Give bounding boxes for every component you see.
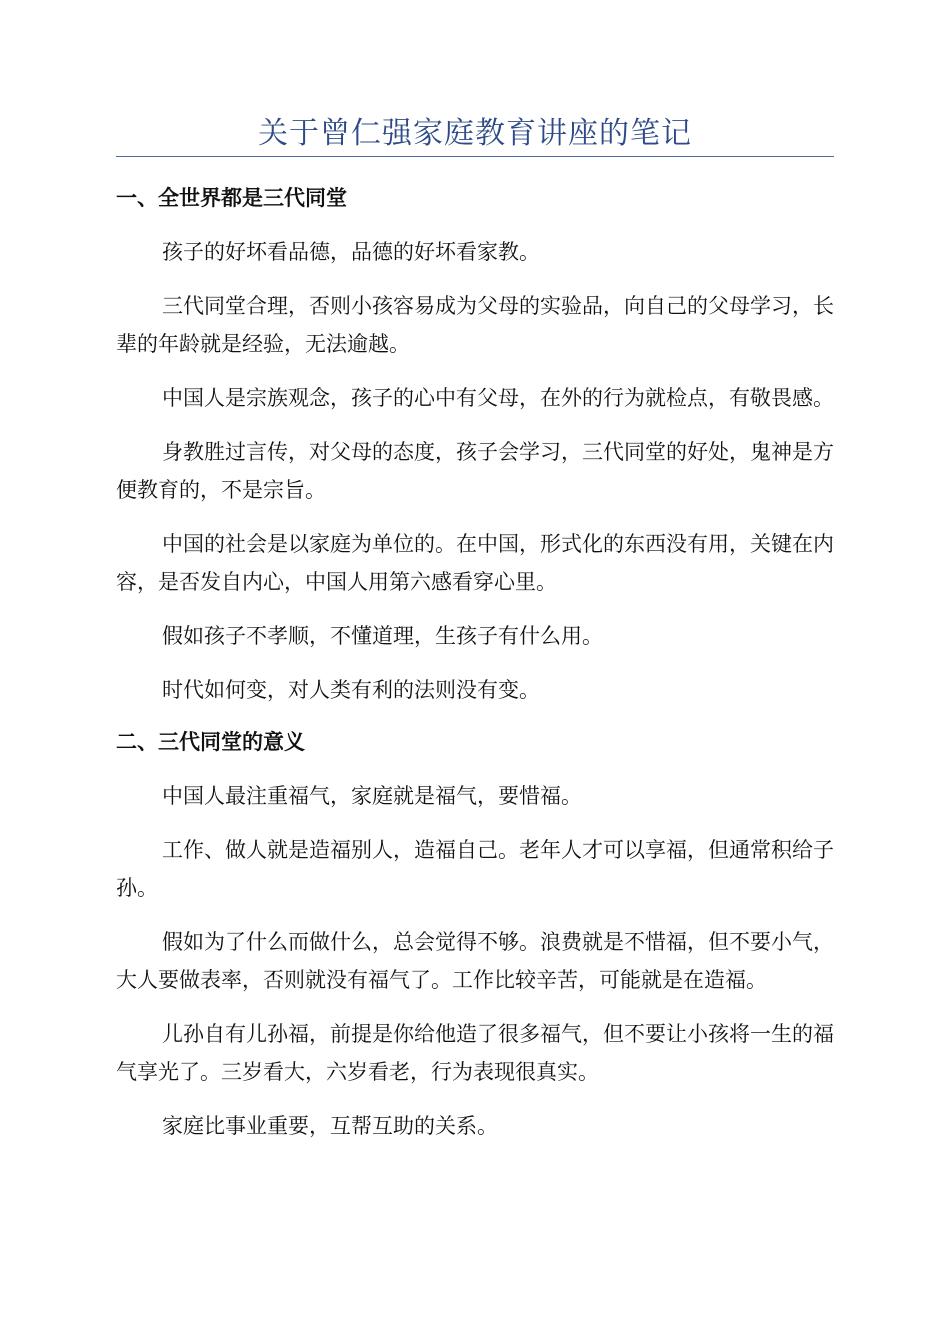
paragraph: 身教胜过言传，对父母的态度，孩子会学习，三代同堂的好处，鬼神是方便教育的，不是宗旨。 [116, 440, 834, 502]
paragraph: 中国的社会是以家庭为单位的。在中国，形式化的东西没有用，关键在内容，是否发自内心，中国人用第六感看穿心里。 [116, 532, 834, 594]
paragraph: 工作、做人就是造福别人，造福自己。老年人才可以享福，但通常积给子孙。 [116, 838, 834, 900]
paragraph: 假如孩子不孝顺，不懂道理，生孩子有什么用。 [162, 624, 603, 648]
paragraph: 中国人最注重福气，家庭就是福气，要惜福。 [162, 784, 582, 808]
paragraph: 中国人是宗族观念，孩子的心中有父母，在外的行为就检点，有敬畏感。 [162, 386, 834, 410]
section-heading-2: 二、三代同堂的意义 [116, 730, 305, 754]
paragraph: 儿孙自有儿孙福，前提是你给他造了很多福气，但不要让小孩将一生的福气享光了。三岁看大，六岁看老，行为表现很真实。 [116, 1022, 834, 1084]
paragraph: 家庭比事业重要，互帮互助的关系。 [162, 1114, 498, 1138]
paragraph: 时代如何变，对人类有利的法则没有变。 [162, 678, 540, 702]
paragraph: 三代同堂合理，否则小孩容易成为父母的实验品，向自己的父母学习，长辈的年龄就是经验，无法逾越。 [116, 294, 834, 356]
title-underline [116, 156, 834, 157]
document-title: 关于曾仁强家庭教育讲座的笔记 [258, 116, 692, 151]
paragraph: 假如为了什么而做什么，总会觉得不够。浪费就是不惜福，但不要小气，大人要做表率，否则就没有福气了。工作比较辛苦，可能就是在造福。 [116, 930, 834, 992]
document-page [116, 0, 834, 1145]
paragraph: 孩子的好坏看品德，品德的好坏看家教。 [162, 240, 540, 264]
section-heading-1: 一、全世界都是三代同堂 [116, 186, 347, 210]
section-body-2 [116, 777, 834, 1145]
section-body-1 [116, 233, 834, 709]
